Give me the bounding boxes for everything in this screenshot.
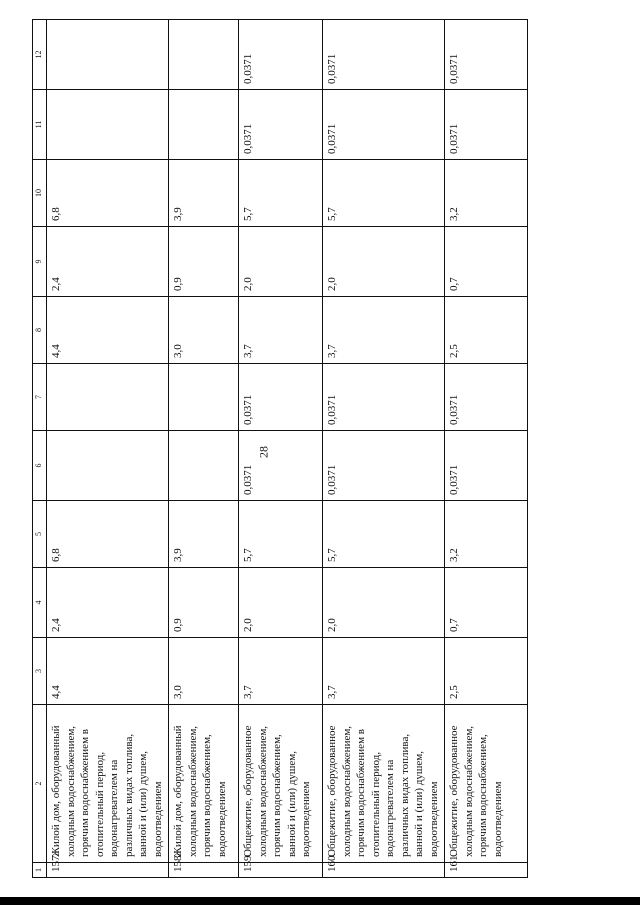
table-cell: 3,7 xyxy=(239,297,323,364)
row-description: Общежитие, оборудованное холодным водоснабжением, горячим водоснабжением, водоотведением xyxy=(445,705,528,863)
row-number: 157. xyxy=(47,863,169,878)
table-cell: 0,7 xyxy=(445,568,528,638)
column-number: 4 xyxy=(33,568,47,638)
table-cell: 0,0371 xyxy=(239,431,323,501)
table-cell: 0,0371 xyxy=(323,364,445,431)
table-cell: 4,4 xyxy=(47,297,169,364)
row-description: Общежитие, оборудованное холодным водоснабжением, горячим водоснабжением в отопительный период, водонагревателем на различных видах топлива, ванной и (или) душем, водоотведением xyxy=(323,705,445,863)
table-cell: 5,7 xyxy=(239,160,323,227)
column-number: 5 xyxy=(33,501,47,568)
row-number: 161. xyxy=(445,863,528,878)
row-description: Жилой дом, оборудованный холодным водоснабжением, горячим водоснабжением, водоотведением xyxy=(169,705,239,863)
table-cell: 0,0371 xyxy=(323,90,445,160)
table-cell: 5,7 xyxy=(323,160,445,227)
table-cell: 0,0371 xyxy=(445,20,528,90)
table-cell: 0,0371 xyxy=(445,90,528,160)
table-cell: 3,7 xyxy=(323,638,445,705)
table-row xyxy=(169,20,239,878)
row-number: 160. xyxy=(323,863,445,878)
table-cell: 0,9 xyxy=(169,568,239,638)
table-row xyxy=(323,20,445,878)
table-cell: 0,0371 xyxy=(323,431,445,501)
table-cell xyxy=(47,20,169,90)
norms-table xyxy=(32,19,528,878)
table-cell: 3,0 xyxy=(169,638,239,705)
table-row xyxy=(47,20,169,878)
table-cell: 0,0371 xyxy=(445,364,528,431)
table-cell xyxy=(169,364,239,431)
table-cell: 3,7 xyxy=(323,297,445,364)
table-cell xyxy=(47,431,169,501)
column-number: 8 xyxy=(33,297,47,364)
table-cell: 3,0 xyxy=(169,297,239,364)
table-cell xyxy=(47,364,169,431)
scan-bottom-edge xyxy=(0,897,640,905)
table-cell: 3,7 xyxy=(239,638,323,705)
table-cell: 2,0 xyxy=(239,568,323,638)
table-cell: 0,0371 xyxy=(323,20,445,90)
column-number: 1 xyxy=(33,863,47,878)
table-cell: 2,0 xyxy=(323,227,445,297)
table-cell xyxy=(169,90,239,160)
column-number: 9 xyxy=(33,227,47,297)
table-cell: 2,5 xyxy=(445,297,528,364)
table-cell: 4,4 xyxy=(47,638,169,705)
row-number: 158. xyxy=(169,863,239,878)
table-cell: 3,2 xyxy=(445,160,528,227)
column-number-header-row xyxy=(33,20,47,878)
table-cell: 0,0371 xyxy=(239,90,323,160)
column-number: 3 xyxy=(33,638,47,705)
table-cell: 0,9 xyxy=(169,227,239,297)
table-cell: 6,8 xyxy=(47,160,169,227)
row-description: Общежитие, оборудованное холодным водоснабжением, горячим водоснабжением, ванной и (или) душем, водоотведением xyxy=(239,705,323,863)
table-cell xyxy=(47,90,169,160)
table-cell: 2,4 xyxy=(47,227,169,297)
row-description: Жилой дом, оборудованный холодным водоснабжением, горячим водоснабжением в отопительный период, водонагревателем на различных видах топлива, ванной и (или) душем, водоотведением xyxy=(47,705,169,863)
row-number: 159. xyxy=(239,863,323,878)
column-number: 2 xyxy=(33,705,47,863)
table-row xyxy=(239,20,323,878)
table-cell: 5,7 xyxy=(239,501,323,568)
table-cell: 2,0 xyxy=(239,227,323,297)
table-cell: 2,5 xyxy=(445,638,528,705)
column-number: 6 xyxy=(33,431,47,501)
table-cell xyxy=(169,431,239,501)
table-cell: 2,0 xyxy=(323,568,445,638)
column-number: 10 xyxy=(33,160,47,227)
table-cell: 0,7 xyxy=(445,227,528,297)
table-cell: 0,0371 xyxy=(239,364,323,431)
table-cell: 5,7 xyxy=(323,501,445,568)
table-cell: 0,0371 xyxy=(239,20,323,90)
column-number: 11 xyxy=(33,90,47,160)
table-cell xyxy=(169,20,239,90)
column-number: 12 xyxy=(33,20,47,90)
table-cell: 3,9 xyxy=(169,501,239,568)
table-cell: 6,8 xyxy=(47,501,169,568)
table-cell: 3,9 xyxy=(169,160,239,227)
page-number: 28 xyxy=(256,446,271,458)
table-cell: 0,0371 xyxy=(445,431,528,501)
table-row xyxy=(445,20,528,878)
rotated-page-content xyxy=(32,40,527,878)
column-number: 7 xyxy=(33,364,47,431)
table-cell: 2,4 xyxy=(47,568,169,638)
table-cell: 3,2 xyxy=(445,501,528,568)
